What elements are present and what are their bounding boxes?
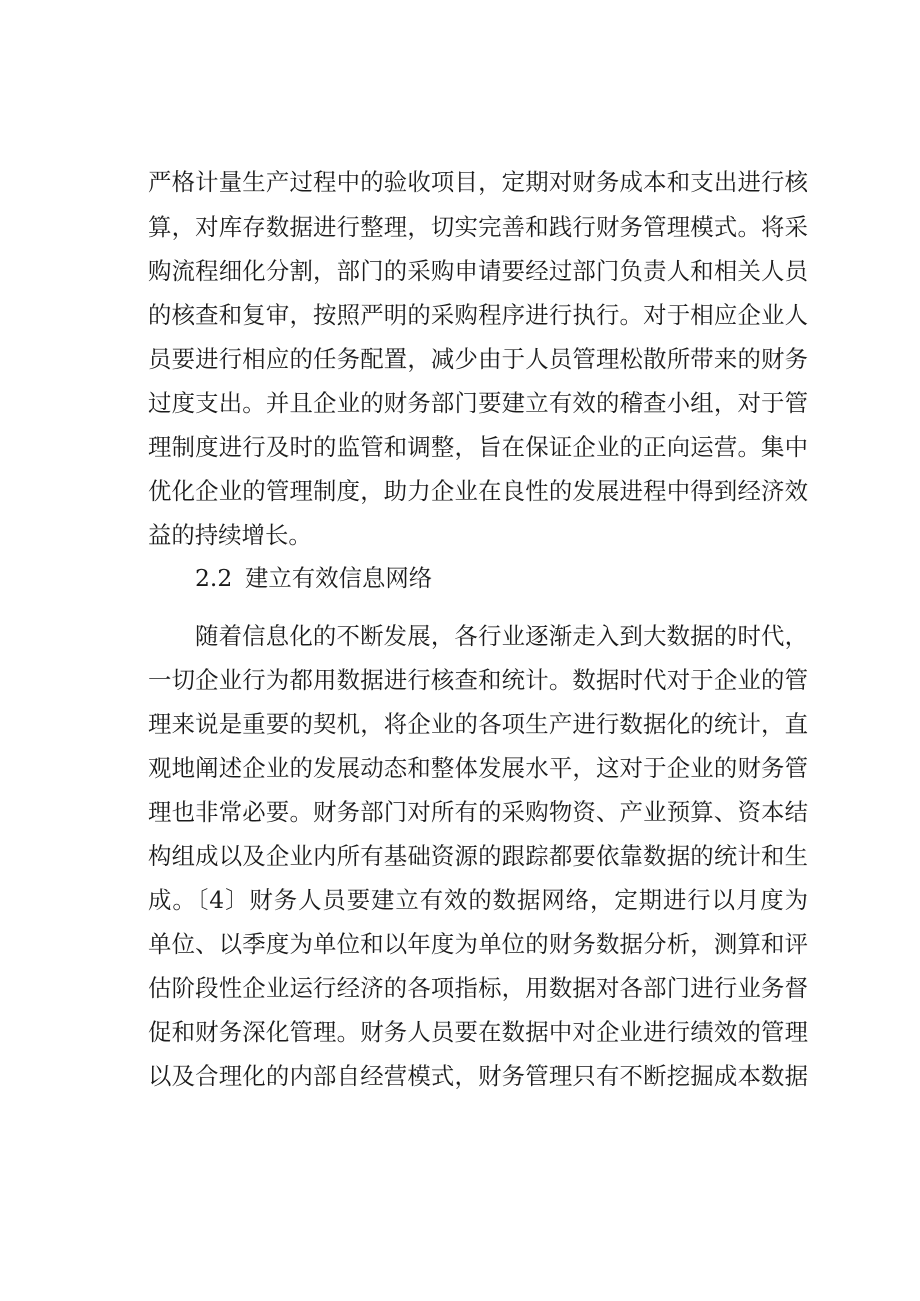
paragraph-1-line-9: 益的持续增长。 xyxy=(148,521,312,549)
paragraph-1-line-2: 算，对库存数据进行整理，切实完善和践行财务管理模式。将采 xyxy=(148,213,808,241)
paragraph-2-line-3: 理来说是重要的契机，将企业的各项生产进行数据化的统计，直 xyxy=(148,710,808,738)
paragraph-1-line-8: 优化企业的管理制度，助力企业在良性的发展进程中得到经济效 xyxy=(148,477,808,505)
paragraph-2-line-1: 随着信息化的不断发展，各行业逐渐走入到大数据的时代， xyxy=(195,622,808,650)
paragraph-1-line-4: 的核查和复审，按照严明的采购程序进行执行。对于相应企业人 xyxy=(148,301,808,329)
paragraph-1-line-5: 员要进行相应的任务配置，减少由于人员管理松散所带来的财务 xyxy=(148,345,808,373)
paragraph-2-line-9: 估阶段性企业运行经济的各项指标，用数据对各部门进行业务督 xyxy=(148,974,808,1002)
paragraph-2-line-2: 一切企业行为都用数据进行核查和统计。数据时代对于企业的管 xyxy=(148,666,808,694)
paragraph-2-line-8: 单位、以季度为单位和以年度为单位的财务数据分析，测算和评 xyxy=(148,930,808,958)
paragraph-1-line-3: 购流程细化分割，部门的采购申请要经过部门负责人和相关人员 xyxy=(148,257,808,285)
section-heading xyxy=(195,560,432,596)
paragraph-2-line-6: 构组成以及企业内所有基础资源的跟踪都要依靠数据的统计和生 xyxy=(148,842,808,870)
paragraph-1-line-6: 过度支出。并且企业的财务部门要建立有效的稽查小组，对于管 xyxy=(148,389,808,417)
paragraph-2-line-4: 观地阐述企业的发展动态和整体发展水平，这对于企业的财务管 xyxy=(148,754,808,782)
section-number: 2.2 xyxy=(195,564,233,592)
paragraph-2-line-5: 理也非常必要。财务部门对所有的采购物资、产业预算、资本结 xyxy=(148,798,808,826)
paragraph-1-line-1: 严格计量生产过程中的验收项目，定期对财务成本和支出进行核 xyxy=(148,168,808,196)
paragraph-2-line-7: 成。〔4〕财务人员要建立有效的数据网络，定期进行以月度为 xyxy=(148,886,808,914)
paragraph-2-line-10: 促和财务深化管理。财务人员要在数据中对企业进行绩效的管理 xyxy=(148,1018,808,1046)
section-title: 建立有效信息网络 xyxy=(245,564,433,592)
paragraph-2-line-11: 以及合理化的内部自经营模式，财务管理只有不断挖掘成本数据 xyxy=(148,1062,808,1090)
paragraph-1-line-7: 理制度进行及时的监管和调整，旨在保证企业的正向运营。集中 xyxy=(148,433,808,461)
